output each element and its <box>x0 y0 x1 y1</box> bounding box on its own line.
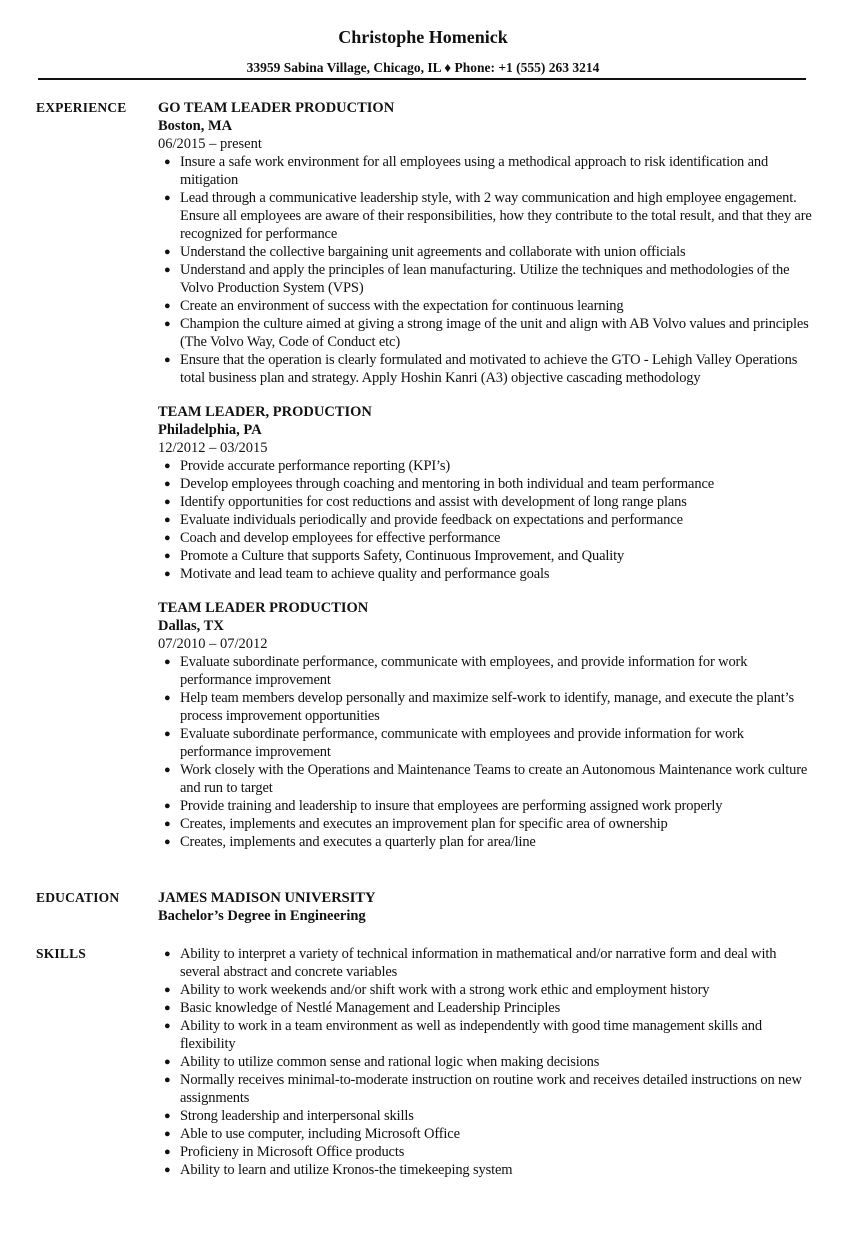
degree: Bachelor’s Degree in Engineering <box>158 908 366 924</box>
job-dates: 12/2012 – 03/2015 <box>158 440 268 456</box>
bullet-icon: ● <box>164 728 171 740</box>
bullet-icon: ● <box>164 568 171 580</box>
skill-item: ● Strong leadership and interpersonal skills <box>164 1108 414 1124</box>
bullet-item: ● Creates, implements and executes a quarterly plan for area/line <box>164 834 536 850</box>
skill-item: ● Normally receives minimal-to-moderate instruction on routine work and receives detailed instructions on new assignments <box>164 1072 802 1106</box>
bullet-icon: ● <box>164 460 171 472</box>
bullet-item: ● Insure a safe work environment for all employees using a methodical approach to risk identification and mitigation <box>164 154 769 188</box>
bullet-icon: ● <box>164 818 171 830</box>
bullet-icon: ● <box>164 984 171 996</box>
job-entry <box>158 599 818 851</box>
bullet-icon: ● <box>164 496 171 508</box>
bullet-item: ● Promote a Culture that supports Safety, Continuous Improvement, and Quality <box>164 548 625 564</box>
skill-item: ● Ability to learn and utilize Kronos-the timekeeping system <box>164 1162 513 1178</box>
bullet-icon: ● <box>164 300 171 312</box>
bullet-icon: ● <box>164 318 171 330</box>
job-title: TEAM LEADER PRODUCTION <box>158 600 369 616</box>
bullet-icon: ● <box>164 246 171 258</box>
bullet-icon: ● <box>164 264 171 276</box>
skills-list <box>158 945 818 1179</box>
candidate-name: Christophe Homenick <box>338 27 508 47</box>
job-entry <box>158 99 818 387</box>
school-name: JAMES MADISON UNIVERSITY <box>158 890 376 906</box>
bullet-icon: ● <box>164 692 171 704</box>
skill-item: ● Ability to work in a team environment as well as independently with good time management skills and flexibility <box>164 1018 762 1052</box>
skill-bullets <box>158 945 818 1179</box>
bullet-icon: ● <box>164 764 171 776</box>
job-title: TEAM LEADER, PRODUCTION <box>158 404 372 420</box>
bullet-icon: ● <box>164 656 171 668</box>
bullet-item: ● Evaluate individuals periodically and provide feedback on expectations and performance <box>164 512 683 528</box>
skill-item: ● Proficieny in Microsoft Office products <box>164 1144 405 1160</box>
job-location: Boston, MA <box>158 118 233 134</box>
contact-line: 33959 Sabina Village, Chicago, IL ♦ Phone: +1 (555) 263 3214 <box>246 60 600 75</box>
skill-item: ● Ability to utilize common sense and rational logic when making decisions <box>164 1054 600 1070</box>
bullet-item: ● Develop employees through coaching and mentoring in both individual and team performance <box>164 476 715 492</box>
bullet-item: ● Coach and develop employees for effective performance <box>164 530 501 546</box>
bullet-item: ● Provide accurate performance reporting (KPI’s) <box>164 458 451 474</box>
header-divider <box>38 78 806 80</box>
bullet-icon: ● <box>164 156 171 168</box>
education-heading: EDUCATION <box>36 890 120 905</box>
bullet-icon: ● <box>164 800 171 812</box>
experience-heading: EXPERIENCE <box>36 100 127 115</box>
bullet-item: ● Identify opportunities for cost reductions and assist with development of long range plans <box>164 494 687 510</box>
bullet-item: ● Champion the culture aimed at giving a strong image of the unit and align with AB Volvo values and principles (The Volvo Way, Code of Conduct etc) <box>164 316 809 350</box>
bullet-icon: ● <box>164 1074 171 1086</box>
bullet-item: ● Understand the collective bargaining unit agreements and collaborate with union officials <box>164 244 686 260</box>
job-title: GO TEAM LEADER PRODUCTION <box>158 100 395 116</box>
bullet-item: ● Evaluate subordinate performance, communicate with employees and provide information for work performance improvement <box>164 726 744 760</box>
bullet-icon: ● <box>164 1056 171 1068</box>
bullet-icon: ● <box>164 1164 171 1176</box>
job-bullets <box>158 153 818 387</box>
bullet-icon: ● <box>164 192 171 204</box>
bullet-item: ● Creates, implements and executes an improvement plan for specific area of ownership <box>164 816 668 832</box>
skill-item: ● Basic knowledge of Nestlé Management and Leadership Principles <box>164 1000 561 1016</box>
bullet-icon: ● <box>164 514 171 526</box>
job-location: Dallas, TX <box>158 618 224 634</box>
job-dates: 06/2015 – present <box>158 136 262 152</box>
job-dates: 07/2010 – 07/2012 <box>158 636 268 652</box>
bullet-icon: ● <box>164 354 171 366</box>
skills-heading: SKILLS <box>36 946 86 961</box>
bullet-item: ● Provide training and leadership to insure that employees are performing assigned work properly <box>164 798 723 814</box>
skill-item: ● Ability to interpret a variety of technical information in mathematical and/or narrative form and deal with several abstract and concrete variables <box>164 946 777 980</box>
bullet-item: ● Work closely with the Operations and Maintenance Teams to create an Autonomous Maintenance work culture and run to target <box>164 762 808 796</box>
bullet-item: ● Evaluate subordinate performance, communicate with employees, and provide information for work performance improvement <box>164 654 748 688</box>
job-bullets <box>158 457 818 583</box>
skill-item: ● Able to use computer, including Microsoft Office <box>164 1126 460 1142</box>
bullet-item: ● Lead through a communicative leadership style, with 2 way communication and high employee engagement. Ensure all employees are aware of their responsibilities, how they contribute to the total result, and that they are recognized for performance <box>164 190 812 242</box>
bullet-icon: ● <box>164 1128 171 1140</box>
bullet-icon: ● <box>164 550 171 562</box>
skill-item: ● Ability to work weekends and/or shift work with a strong work ethic and employment history <box>164 982 710 998</box>
bullet-item: ● Ensure that the operation is clearly formulated and motivated to achieve the GTO - Lehigh Valley Operations total business plan and strategy. Apply Hoshin Kanri (A3) objective cascading methodology <box>164 352 798 386</box>
bullet-item: ● Motivate and lead team to achieve quality and performance goals <box>164 566 550 582</box>
job-entry <box>158 403 818 583</box>
experience-list <box>158 99 818 867</box>
bullet-icon: ● <box>164 532 171 544</box>
bullet-icon: ● <box>164 1110 171 1122</box>
bullet-item: ● Help team members develop personally and maximize self-work to identify, manage, and execute the plant’s process improvement opportunities <box>164 690 794 724</box>
bullet-icon: ● <box>164 1020 171 1032</box>
bullet-item: ● Understand and apply the principles of lean manufacturing. Utilize the techniques and methodologies of the Volvo Production System (VPS) <box>164 262 790 296</box>
bullet-icon: ● <box>164 478 171 490</box>
job-bullets <box>158 653 818 851</box>
bullet-item: ● Create an environment of success with the expectation for continuous learning <box>164 298 624 314</box>
bullet-icon: ● <box>164 1146 171 1158</box>
education-entry <box>158 889 818 925</box>
bullet-icon: ● <box>164 1002 171 1014</box>
bullet-icon: ● <box>164 948 171 960</box>
job-location: Philadelphia, PA <box>158 422 262 438</box>
bullet-icon: ● <box>164 836 171 848</box>
